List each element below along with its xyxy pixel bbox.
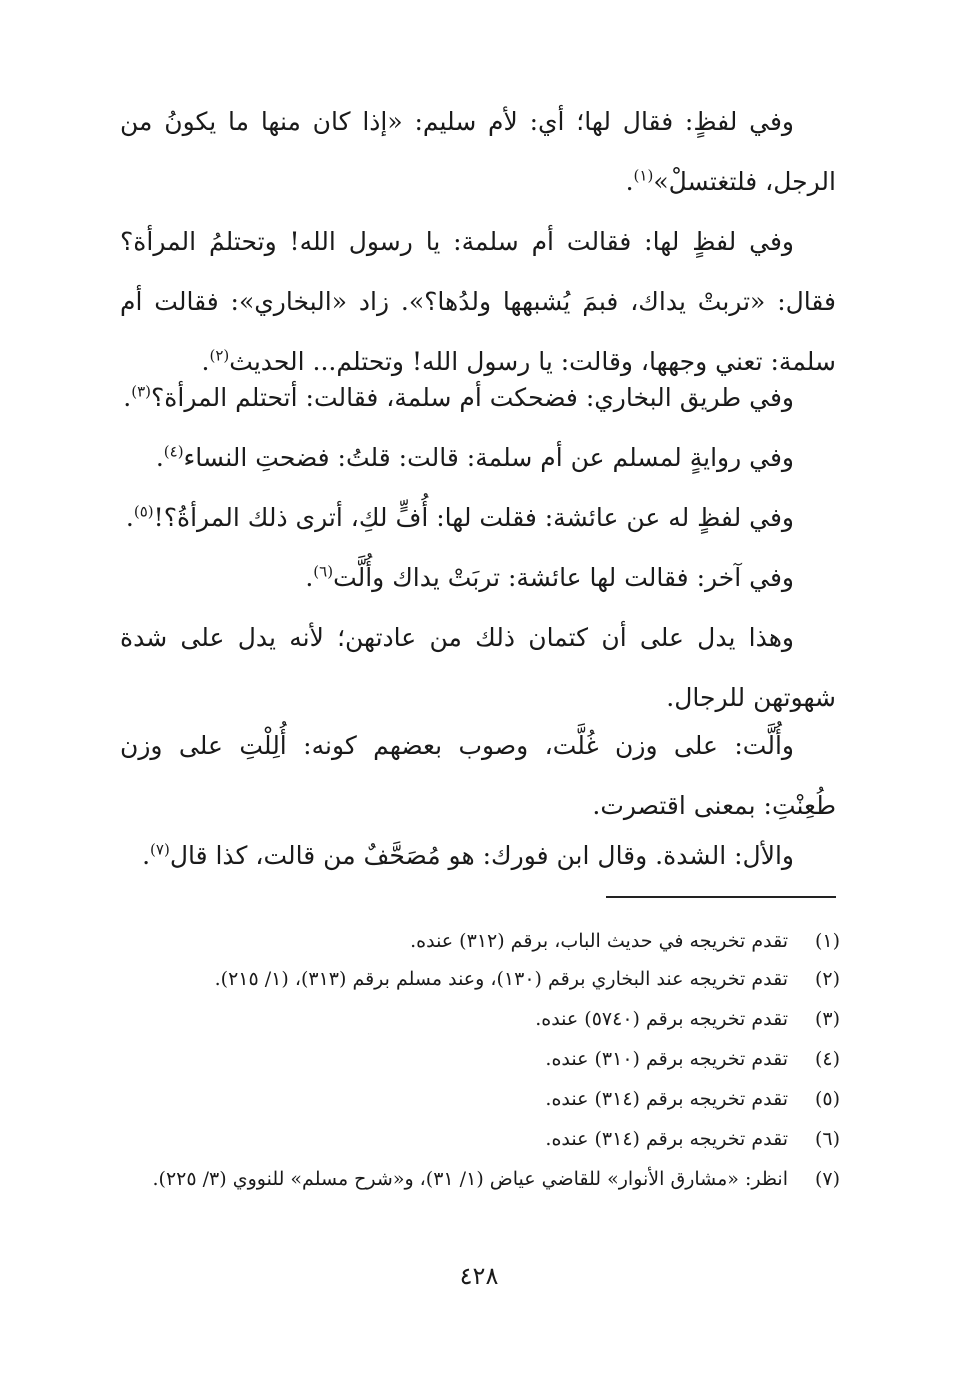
footnote-text: تقدم تخريجه برقم (٥٧٤٠) عنده. — [535, 1008, 788, 1030]
footnote-number: (٣) — [814, 1008, 840, 1030]
footnote-ref-4[interactable]: (٤) — [163, 442, 184, 461]
footnote-text: تقدم تخريجه برقم (٣١٤) عنده. — [545, 1128, 788, 1150]
footnote-2 — [120, 960, 840, 998]
footnote-text: تقدم تخريجه برقم (٣١٤) عنده. — [545, 1088, 788, 1110]
paragraph-3: وفي طريق البخاري: فضحكت أم سلمة، فقالت: أتحتلم المرأة؟$^{(٣)}$. — [123, 382, 794, 412]
paragraph-5: وفي لفظٍ له عن عائشة: فقلت لها: أُفٍّ لكِ، أترى ذلك المرأةُ؟!$^{(٥)}$. — [125, 502, 794, 532]
paragraph-4: وفي روايةٍ لمسلم عن أم سلمة: قالت: قلتُ: فضحتِ النساء$^{(٤)}$. — [155, 442, 794, 472]
footnote-number: (١) — [814, 930, 840, 952]
paragraph-9: والأل: الشدة. وقال ابن فورك: هو مُصَحَّفٌ من قالت، كذا قال$^{(٧)}$. — [142, 840, 794, 870]
footnote-ref-7[interactable]: (٧) — [150, 840, 170, 859]
footnote-6 — [120, 1120, 840, 1158]
footnote-separator — [606, 896, 836, 898]
footnote-1 — [120, 922, 840, 960]
footnote-ref-1[interactable]: (١) — [633, 166, 654, 185]
footnote-text: انظر: «مشارق الأنوار» للقاضي عياض (١/ ٣١)، و«شرح مسلم» للنووي (٣/ ٢٢٥). — [152, 1168, 788, 1190]
footnote-text: تقدم تخريجه في حديث الباب، برقم (٣١٢) عنده. — [410, 930, 788, 952]
footnote-text: تقدم تخريجه عند البخاري برقم (١٣٠)، وعند مسلم برقم (٣١٣)، (١/ ٢١٥). — [214, 968, 788, 990]
footnote-7 — [120, 1160, 840, 1198]
footnote-3 — [120, 1000, 840, 1038]
footnote-number: (٥) — [814, 1088, 840, 1110]
footnote-ref-3[interactable]: (٣) — [131, 382, 152, 401]
footnote-number: (٦) — [814, 1128, 840, 1150]
paragraph-1: وفي لفظٍ: فقال لها؛ أي: لأم سليم: «إذا كان منها ما يكونُ من الرجل، فلتغتسلْ»$^{(١)}$. — [120, 107, 836, 196]
paragraph-8: وأُلَّت: على وزن غُلَّت، وصوب بعضهم كونه: أُلِلْتِ على وزن طُعِنْتِ: بمعنى اقتصرت. — [120, 731, 836, 820]
footnote-4 — [120, 1040, 840, 1078]
footnote-number: (٤) — [814, 1048, 840, 1070]
footnote-ref-6[interactable]: (٦) — [313, 562, 334, 581]
footnote-ref-2[interactable]: (٢) — [209, 346, 230, 365]
footnote-number: (٧) — [814, 1168, 840, 1190]
footnote-ref-5[interactable]: (٥) — [133, 502, 154, 521]
paragraph-7: وهذا يدل على أن كتمان ذلك من عادتهن؛ لأنه يدل على شدة شهوتهن للرجال. — [120, 623, 836, 712]
footnote-text: تقدم تخريجه برقم (٣١٠) عنده. — [545, 1048, 788, 1070]
paragraph-2: وفي لفظٍ لها: فقالت أم سلمة: يا رسول الله! وتحتلمُ المرأة؟ فقال: «تربتْ يداك، فبمَ يُشبهها ولدُها؟». زاد «البخاري»: فقالت أم سلمة: تعني وجهها، وقالت: يا رسول الله! وتحتلم... الحديث$^{(٢)}$. — [120, 227, 836, 376]
page-number: ٤٢٨ — [459, 1262, 499, 1290]
footnote-number: (٢) — [814, 968, 840, 990]
paragraph-6: وفي آخر: فقالت لها عائشة: تربَتْ يداك وأُلَّت$^{(٦)}$. — [305, 562, 794, 592]
footnote-5 — [120, 1080, 840, 1118]
